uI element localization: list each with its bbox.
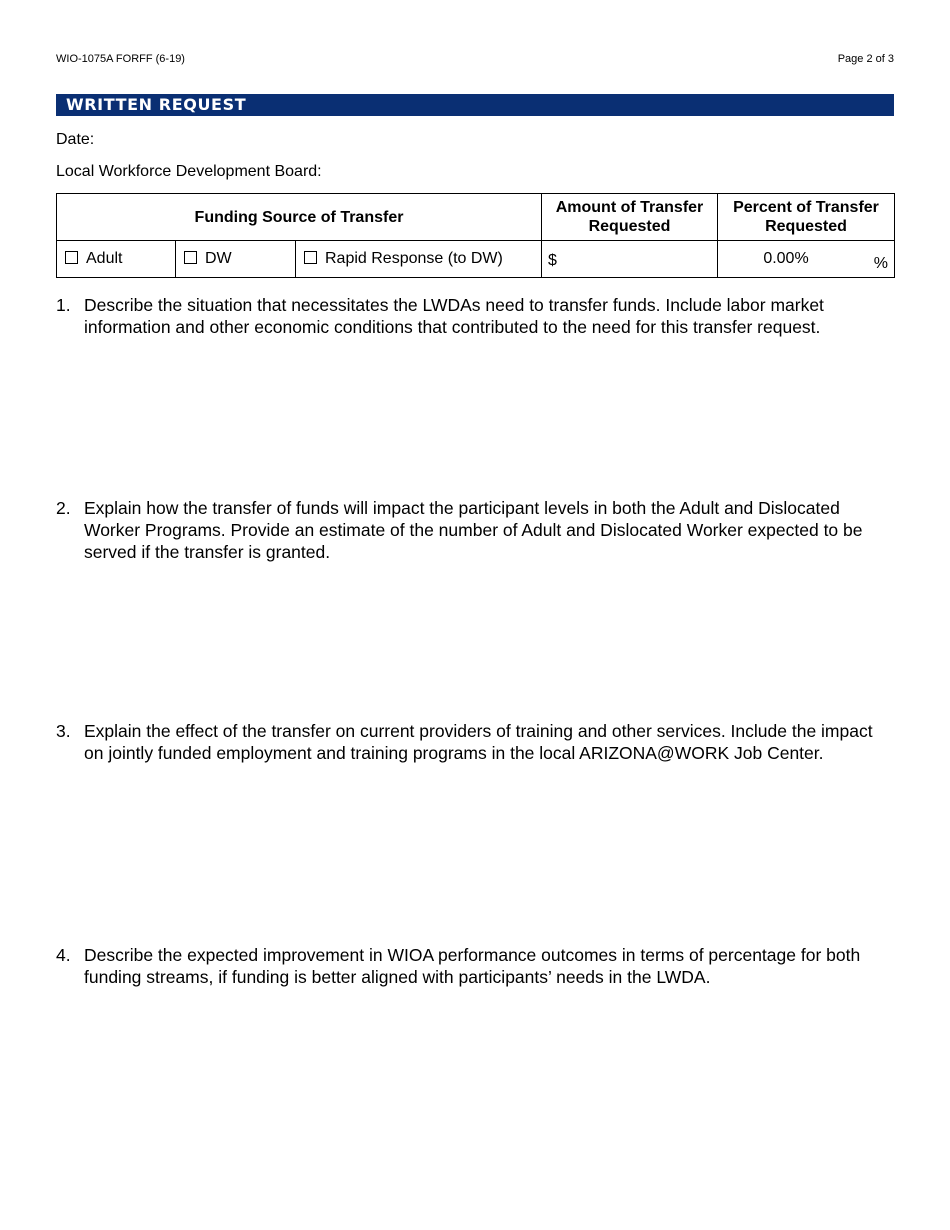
dw-option[interactable]	[176, 241, 296, 278]
rapid-response-option[interactable]	[296, 241, 542, 278]
section-title-bar: WRITTEN REQUEST	[56, 94, 894, 116]
question-text: Describe the expected improvement in WIOA performance outcomes in terms of percentage for both funding streams, if funding is better aligned with participants’ needs in the LWDA.	[84, 945, 861, 987]
rapid-response-checkbox[interactable]	[304, 251, 317, 264]
question-number: 1.	[56, 295, 71, 315]
question-3	[56, 720, 896, 764]
question-number: 4.	[56, 945, 71, 965]
rapid-response-label: Rapid Response (to DW)	[325, 250, 503, 267]
adult-checkbox[interactable]	[65, 251, 78, 264]
percent-value: 0.00%	[763, 250, 809, 267]
page-number: Page 2 of 3	[837, 53, 894, 65]
table-header-row	[57, 194, 895, 241]
dw-checkbox[interactable]	[184, 251, 197, 264]
question-number: 3.	[56, 721, 71, 741]
dw-label: DW	[205, 250, 232, 267]
amount-field[interactable]	[542, 241, 718, 278]
board-label: Local Workforce Development Board:	[56, 163, 322, 180]
amount-header: Amount of Transfer Requested	[542, 194, 718, 241]
transfer-table	[56, 193, 895, 278]
question-number: 2.	[56, 498, 71, 518]
funding-source-header: Funding Source of Transfer	[57, 194, 542, 241]
question-text: Explain how the transfer of funds will impact the participant levels in both the Adult and Dislocated Worker Programs. Provide an estimate of the number of Adult and Dislocated Worker expected to be served if the transfer is granted.	[84, 498, 863, 562]
question-2	[56, 497, 896, 563]
question-4	[56, 944, 896, 988]
percent-header: Percent of Transfer Requested	[718, 194, 895, 241]
adult-label: Adult	[86, 250, 123, 267]
adult-option[interactable]	[57, 241, 176, 278]
table-row	[57, 241, 895, 278]
date-label: Date:	[56, 131, 95, 148]
dollar-sign: $	[548, 252, 557, 269]
question-text: Describe the situation that necessitates the LWDAs need to transfer funds. Include labor market information and other economic conditions that contributed to the need for this transfer request.	[84, 295, 824, 337]
percent-sign: %	[873, 255, 888, 272]
form-id: WIO-1075A FORFF (6-19)	[56, 53, 185, 65]
percent-field[interactable]	[718, 241, 895, 278]
question-text: Explain the effect of the transfer on current providers of training and other services. Include the impact on jointly funded employment and training programs in the local ARIZONA@WORK Job Center.	[84, 721, 873, 763]
question-1	[56, 294, 896, 338]
